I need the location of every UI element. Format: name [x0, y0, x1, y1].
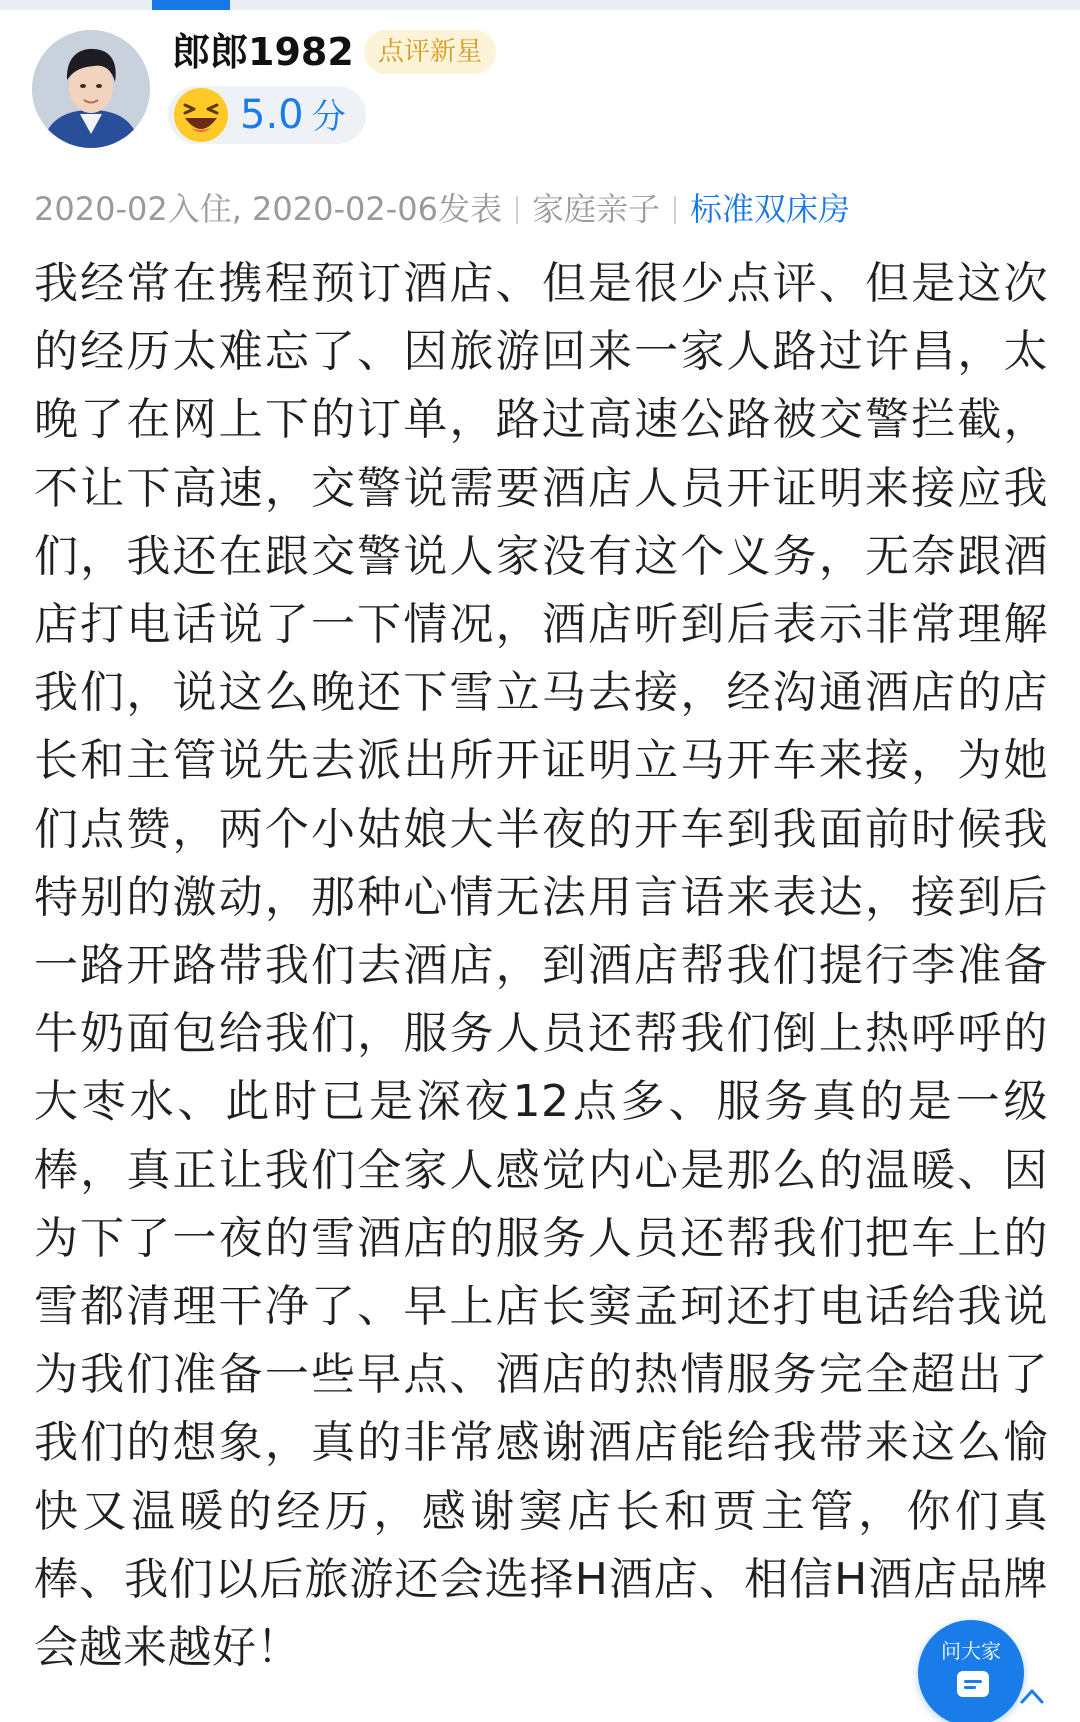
reviewer-badge: 点评新星	[364, 30, 496, 74]
room-type-link[interactable]: 标准双床房	[690, 190, 851, 228]
review-text: 我经常在携程预订酒店、但是很少点评、但是这次的经历太难忘了、因旅游回来一家人路过许昌，太晚了在网上下的订单，路过高速公路被交警拦截，不让下高速，交警说需要酒店人员开证明来接应我们，我还在跟交警说人家没有这个义务，无奈跟酒店打电话说了一下情况，酒店听到后表示非常理解我们，说这么晚还下雪立马去接，经沟通酒店的店长和主管说先去派出所开证明立马开车来接，为她们点赞，两个小姑娘大半夜的开车到我面前时候我特别的激动，那种心情无法用言语来表达，接到后一路开路带我们去酒店，到酒店帮我们提行李准备牛奶面包给我们，服务人员还帮我们倒上热呼呼的大枣水、此时已是深夜12点多、服务真的是一级棒，真正让我们全家人感觉内心是那么的温暖、因为下了一夜的雪酒店的服务人员还帮我们把车上的雪都清理干净了、早上店长窦孟珂还打电话给我说为我们准备一些早点、酒店的热情服务完全超出了我们的想象，真的非常感谢酒店能给我带来这么愉快又温暖的经历，感谢窦店长和贾主管，你们真棒、我们以后旅游还会选择H酒店、相信H酒店品牌会越来越好！	[34, 258, 1048, 1674]
trip-type: 家庭亲子	[532, 190, 661, 228]
top-scroll-indicator	[152, 0, 230, 10]
review-score	[240, 86, 346, 146]
avatar-image	[32, 30, 150, 148]
user-avatar[interactable]	[32, 30, 150, 148]
review-meta	[34, 186, 850, 232]
laughing-face-icon	[172, 86, 230, 144]
chat-message-icon	[956, 1670, 990, 1698]
score-value: 5.0	[240, 92, 304, 138]
meta-divider	[516, 196, 518, 224]
score-unit: 分	[311, 97, 346, 137]
chevron-up-icon[interactable]	[1018, 1684, 1046, 1708]
ask-everyone-label: 问大家	[941, 1639, 1001, 1663]
review-dates: 2020-02入住, 2020-02-06发表	[34, 190, 503, 228]
reviewer-name[interactable]: 郎郎1982	[172, 30, 354, 74]
meta-divider	[674, 196, 676, 224]
top-scroll-bar	[0, 0, 1080, 10]
ask-everyone-button[interactable]	[918, 1620, 1024, 1722]
